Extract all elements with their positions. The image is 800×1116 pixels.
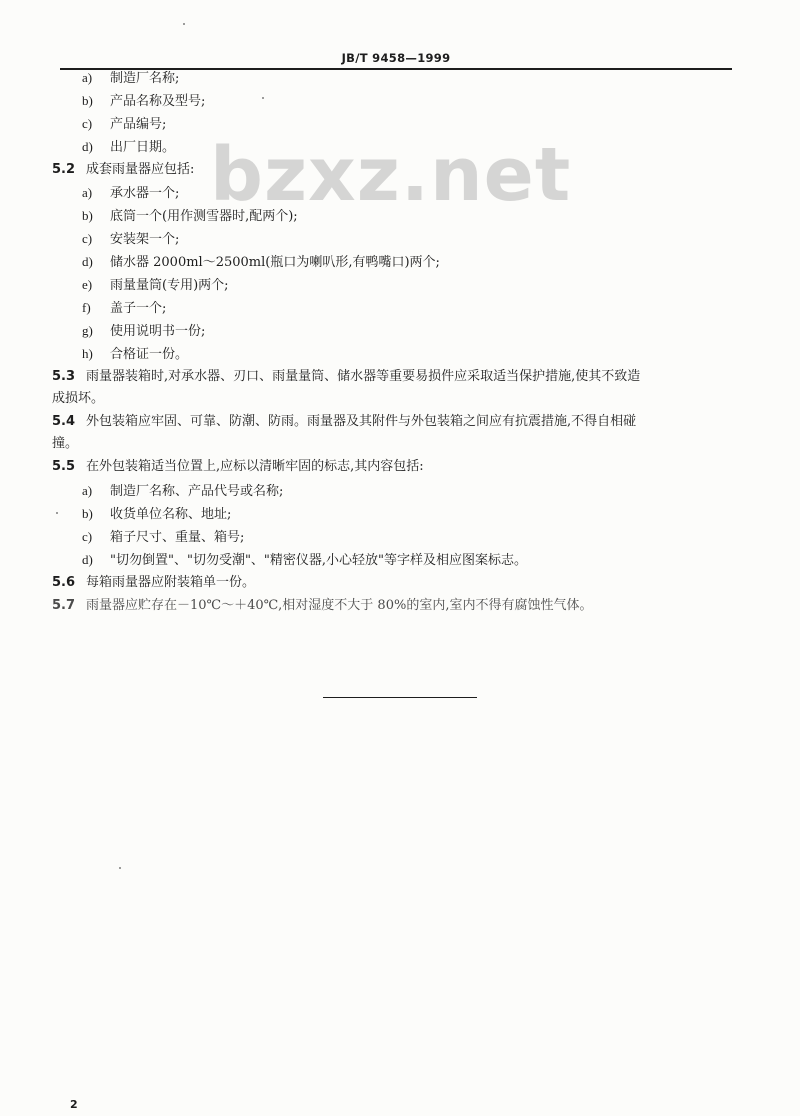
list-item xyxy=(82,70,179,87)
item-text: 出厂日期。 xyxy=(110,140,176,155)
list-item xyxy=(82,346,188,363)
section-number: 5.4 xyxy=(52,414,76,429)
item-text: 产品编号; xyxy=(110,117,167,132)
item-text: 合格证一份。 xyxy=(110,347,189,362)
section-heading xyxy=(52,459,424,475)
section-number: 5.2 xyxy=(52,162,76,177)
item-marker: a) xyxy=(82,70,93,85)
item-marker: d) xyxy=(82,254,93,269)
list-item xyxy=(82,300,166,317)
item-text: 收货单位名称、地址; xyxy=(110,507,232,522)
page-header xyxy=(60,50,732,70)
section-number: 5.6 xyxy=(52,575,76,590)
section-heading xyxy=(52,162,194,178)
section-text: 成损坏。 xyxy=(52,391,105,406)
item-text: 制造厂名称; xyxy=(110,71,180,86)
scan-speck xyxy=(183,23,185,25)
item-text: "切勿倒置"、"切勿受潮"、"精密仪器,小心轻放"等字样及相应图案标志。 xyxy=(110,553,528,568)
section-paragraph xyxy=(52,575,255,591)
item-marker: b) xyxy=(82,208,93,223)
item-text: 安装架一个; xyxy=(110,232,180,247)
watermark: bzxz.net xyxy=(210,132,572,218)
section-text: 外包装箱应牢固、可靠、防潮、防雨。雨量器及其附件与外包装箱之间应有抗震措施,不得自相碰 xyxy=(86,414,637,429)
list-item xyxy=(82,208,298,225)
item-marker: d) xyxy=(82,552,93,567)
section-text: 撞。 xyxy=(52,436,79,451)
item-text: 盖子一个; xyxy=(110,301,167,316)
list-item xyxy=(82,139,175,156)
list-item xyxy=(82,231,179,248)
item-text: 底筒一个(用作测雪器时,配两个); xyxy=(110,209,298,224)
section-text: 成套雨量器应包括: xyxy=(86,162,195,177)
list-item xyxy=(82,185,179,202)
section-text: 雨量器装箱时,对承水器、刃口、雨量量筒、储水器等重要易损件应采取适当保护措施,使其不致造 xyxy=(86,369,641,384)
section-paragraph xyxy=(52,414,636,430)
list-item xyxy=(82,483,283,500)
list-item xyxy=(82,323,205,340)
item-marker: b) xyxy=(82,506,93,521)
section-paragraph xyxy=(52,369,640,385)
item-text: 产品名称及型号; xyxy=(110,94,206,109)
item-marker: c) xyxy=(82,231,93,246)
item-text: 储水器 2000ml～2500ml(瓶口为喇叭形,有鸭嘴口)两个; xyxy=(110,255,440,270)
list-item xyxy=(82,529,244,546)
item-marker: a) xyxy=(82,185,93,200)
end-rule xyxy=(323,697,477,698)
list-item xyxy=(82,552,527,569)
section-paragraph xyxy=(52,598,592,614)
item-marker: e) xyxy=(82,277,93,292)
item-text: 使用说明书一份; xyxy=(110,324,206,339)
item-marker: c) xyxy=(82,529,93,544)
section-text: 雨量器应贮存在－10℃～＋40℃,相对湿度不大于 80%的室内,室内不得有腐蚀性气体。 xyxy=(86,598,593,613)
item-marker: d) xyxy=(82,139,93,154)
list-item xyxy=(82,254,440,271)
section-paragraph-continued xyxy=(52,436,78,452)
item-text: 承水器一个; xyxy=(110,186,180,201)
list-item xyxy=(82,506,231,523)
scan-speck xyxy=(119,867,121,869)
scan-speck xyxy=(56,512,58,514)
section-number: 5.5 xyxy=(52,459,76,474)
item-marker: a) xyxy=(82,483,93,498)
section-text: 在外包装箱适当位置上,应标以清晰牢固的标志,其内容包括: xyxy=(86,459,424,474)
standard-code: JB/T 9458—1999 xyxy=(341,51,451,65)
item-marker: b) xyxy=(82,93,93,108)
item-marker: c) xyxy=(82,116,93,131)
item-text: 制造厂名称、产品代号或名称; xyxy=(110,484,284,499)
item-marker: h) xyxy=(82,346,93,361)
item-marker: f) xyxy=(82,300,91,315)
item-text: 雨量量筒(专用)两个; xyxy=(110,278,229,293)
list-item xyxy=(82,277,229,294)
list-item xyxy=(82,116,166,133)
page-number: 2 xyxy=(70,1098,78,1111)
section-number: 5.7 xyxy=(52,598,76,613)
item-text: 箱子尺寸、重量、箱号; xyxy=(110,530,245,545)
section-text: 每箱雨量器应附装箱单一份。 xyxy=(86,575,256,590)
scan-speck xyxy=(262,97,264,99)
item-marker: g) xyxy=(82,323,93,338)
list-item xyxy=(82,93,205,110)
section-number: 5.3 xyxy=(52,369,76,384)
section-paragraph-continued xyxy=(52,391,104,407)
